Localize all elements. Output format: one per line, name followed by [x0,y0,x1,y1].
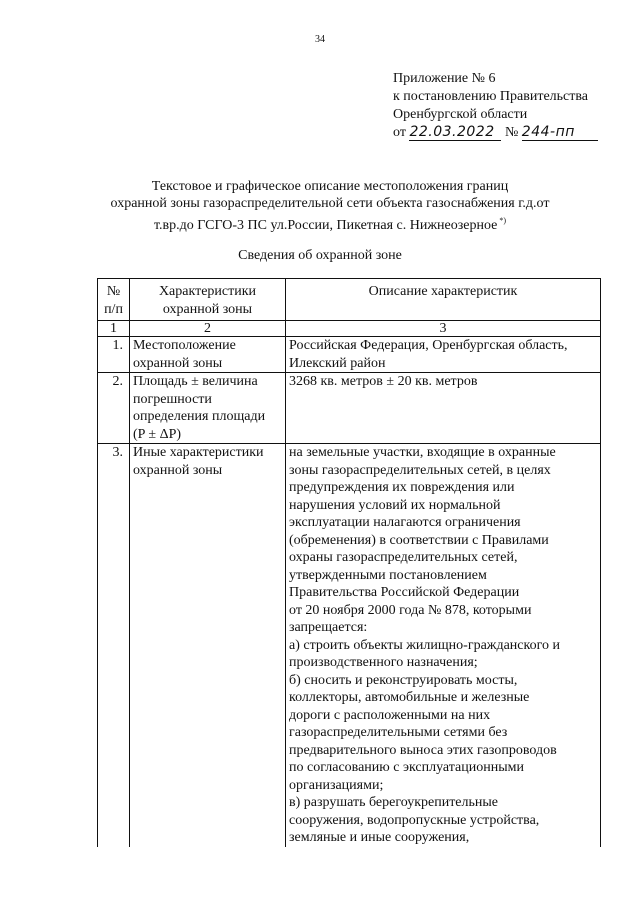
row-number: 1. [98,337,130,373]
description-line: земляные и иные сооружения, [289,830,470,845]
appendix-resolution: к постановлению Правительства [393,89,589,104]
appendix-region: Оренбургской области [393,107,528,122]
header-description: Описание характеристик [286,279,601,321]
row-characteristic [130,373,286,444]
title-line-3 [80,212,580,234]
appendix-title: Приложение № 6 [393,71,496,86]
description-line: запрещается: [289,620,368,635]
appendix-block [393,70,633,142]
description-line: предупреждения их повреждения или [289,480,515,495]
index-cell: 3 [286,321,601,337]
title-line-2: охранной зоны газораспределительной сети объекта газоснабжения г.д.от [110,196,550,211]
description-line: зоны газораспределительных сетей, в целях [289,462,551,478]
header-characteristic-line: охранной зоны [162,301,253,317]
header-characteristic [130,279,286,321]
header-num-line: п/п [104,301,123,317]
description-line: производственного назначения; [289,655,478,670]
description-line: а) строить объекты жилищно-гражданского и [289,637,560,653]
characteristic-line: Местоположение [133,338,236,353]
description-line: дороги с расположенными на них [289,707,491,723]
number-label: № [504,125,519,140]
description-line: (обременения) в соответствии с Правилами [289,532,549,548]
description-line: коллекторы, автомобильные и железные [289,690,530,705]
characteristic-line: охранной зоны [133,355,223,371]
table-index-row [98,321,601,337]
characteristic-line: Иные характеристики [133,445,264,460]
description-line: Российская Федерация, Оренбургская область, [289,338,568,353]
row-number: 3. [98,444,130,847]
index-cell: 2 [130,321,286,337]
title-line-3-text: т.вр.до ГСГО-3 ПС ул.России, Пикетная с. Нижнеозерное [153,218,498,233]
row-characteristic [130,444,286,847]
description-line: охраны газораспределительных сетей, [289,550,518,565]
description-line: утвержденными постановлением [289,567,487,583]
header-num [98,279,130,321]
characteristic-line: погрешности [133,391,212,407]
row-description [286,444,601,847]
characteristic-line: Площадь ± величина [133,374,258,389]
from-label: от [393,125,406,140]
page-number: 34 [315,34,325,45]
table-header-row [98,279,601,321]
zone-table [97,278,601,847]
description-line: Илекский район [289,355,386,371]
description-line: нарушения условий их нормальной [289,497,501,513]
characteristic-line: (P ± ΔP) [133,426,182,442]
description-line: на земельные участки, входящие в охранные [289,445,556,460]
row-description [286,373,601,444]
document-title [80,178,580,234]
description-line: предварительного выноса этих газопроводов [289,742,557,758]
characteristic-line: определения площади [133,409,266,424]
description-line: Правительства Российской Федерации [289,585,520,600]
description-line: газораспределительными сетями без [289,725,508,740]
description-line: от 20 ноября 2000 года № 878, которыми [289,602,532,618]
table-row [98,444,601,847]
appendix-date-number [393,124,633,142]
row-characteristic [130,337,286,373]
description-line: б) сносить и реконструировать мосты, [289,672,518,688]
row-number: 2. [98,373,130,444]
table-row [98,373,601,444]
characteristic-line: охранной зоны [133,462,223,478]
footnote-mark: *) [499,216,507,225]
description-line: сооружения, водопропускные устройства, [289,812,540,828]
description-line: организациями; [289,777,384,793]
table-row [98,337,601,373]
index-cell: 1 [98,321,130,337]
header-characteristic-line: Характеристики [158,284,257,299]
description-line: по согласованию с эксплуатационными [289,760,524,775]
row-description [286,337,601,373]
description-line: эксплуатации налагаются ограничения [289,515,521,530]
handwritten-date: 22.03.2022 [409,125,501,141]
section-title: Сведения об охранной зоне [238,248,402,263]
description-line: 3268 кв. метров ± 20 кв. метров [289,374,478,389]
title-line-1: Текстовое и графическое описание местоположения границ [151,179,509,194]
handwritten-number: 244-пп [522,125,598,141]
header-num-line: № [106,284,121,299]
description-line: в) разрушать берегоукрепительные [289,795,499,810]
